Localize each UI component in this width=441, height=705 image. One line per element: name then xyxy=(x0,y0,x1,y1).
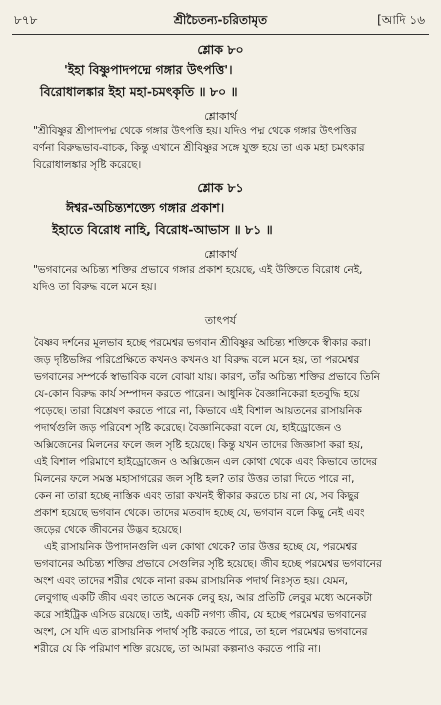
header-divider xyxy=(12,34,429,35)
verse-81-line-2: ইহাতে বিরোধ নাহি, বিরোধ-আভাস ॥ ৮১ ॥ xyxy=(52,222,273,237)
verse-81-translation-heading: শ্লোকার্থ xyxy=(204,248,237,261)
verse-81-translation-line: যদিও তা বিরুদ্ধ বলে মনে হয়। xyxy=(33,281,157,293)
purport-line: অংশ এবং তাদের শরীর থেকে নানা রকম রাসায়নিক পদার্থ নিঃসৃত হয়। যেমন, xyxy=(34,575,348,587)
purport-line: যে-কোন বিরুদ্ধ কার্য সম্পাদন করতে পারেন। আধুনিক বৈজ্ঞানিকেরা হতবুদ্ধি হয়ে xyxy=(34,388,360,400)
purport-heading: তাৎপর্য xyxy=(204,314,237,327)
purport-line: করে সাইট্রিক এসিড রয়েছে। তাই, একটি নগণ্য জীব, যে হচ্ছে পরমেশ্বর ভগবানের xyxy=(34,609,367,621)
verse-80-line-1: 'ইহা বিষ্ণুপাদপদ্মে গঙ্গার উৎপত্তি'। xyxy=(64,62,233,77)
purport-line: ভগবানের সম্পর্কে স্বাভাবিক বলে বোঝা যায়। কারণ, তাঁর অচিন্ত্য শক্তির প্রভাবে তিনি xyxy=(34,371,380,383)
purport-line: এই বিশাল পরিমাণে হাইড্রোজেন ও অক্সিজেন এল কোথা থেকে এবং কিভাবে তাদের xyxy=(34,456,378,468)
section-marker: [আদি ১৬ xyxy=(377,13,425,27)
purport-line: শরীরে যে কি পরিমাণ শক্তি রয়েছে, তা আমরা কল্পনাও করতে পারি না। xyxy=(34,643,321,655)
purport-line: জড়ের থেকে জীবনের উদ্ভব হয়েছে। xyxy=(34,524,182,536)
purport-line: এই রাসায়নিক উপাদানগুলি এল কোথা থেকে? তার উত্তর হচ্ছে যে, পরমেশ্বর xyxy=(44,541,358,553)
verse-80-translation-line: "শ্রীবিষ্ণুর শ্রীপাদপদ্ম থেকে গঙ্গার উৎপত্তি হয়। যদিও পদ্ম থেকে গঙ্গার উৎপত্তির xyxy=(33,125,357,137)
verse-80-translation-line: বিরোধালঙ্কার সৃষ্টি করেছে। xyxy=(33,159,142,171)
verse-80-translation-line: বর্ণনা বিরুদ্ধভাব-বাচক, কিন্তু এখানে শ্রীবিষ্ণুর সঙ্গে যুক্ত হয়ে তা এক মহা চমৎকার xyxy=(33,142,365,154)
running-title: শ্রীচৈতন্য-চরিতামৃত xyxy=(173,13,268,27)
purport-line: অংশ, সে যদি এত রাসায়নিক পদার্থ সৃষ্টি করতে পারে, তা হলে পরমেশ্বর ভগবানের xyxy=(34,626,368,638)
purport-line: বৈষ্ণব দর্শনের মূলভাব হচ্ছে পরমেশ্বর ভগবান শ্রীবিষ্ণুর অচিন্ত্য শক্তিকে স্বীকার করা। xyxy=(34,337,371,349)
verse-80-heading: শ্লোক ৮০ xyxy=(197,42,244,57)
verse-81-translation-line: "ভগবানের অচিন্ত্য শক্তির প্রভাবে গঙ্গার প্রকাশ হয়েছে, এই উক্তিতে বিরোধ নেই, xyxy=(33,264,363,276)
purport-line: জড় দৃষ্টিভঙ্গির পরিপ্রেক্ষিতে কখনও কখনও যা বিরুদ্ধ বলে মনে হয়, তা পরমেশ্বর xyxy=(34,354,360,366)
purport-line: কেন না তারা হচ্ছে নাস্তিক এবং তারা কখনই স্বীকার করতে চায় না যে, সব কিছুর xyxy=(34,490,360,502)
purport-line: অক্সিজেনের মিলনের ফলে জল সৃষ্টি হয়েছে। কিন্তু যখন তাদের জিজ্ঞাসা করা হয়, xyxy=(34,439,364,451)
purport-body xyxy=(34,335,432,658)
purport-line: পড়েছে। তারা বিশ্লেষণ করতে পারে না, কিভাবে এই বিশাল আয়তনের রাসায়নিক xyxy=(34,405,362,417)
verse-80-line-2: বিরোধালঙ্কার ইহা মহা-চমৎকৃতি ॥ ৮০ ॥ xyxy=(40,84,238,99)
verse-81-heading: শ্লোক ৮১ xyxy=(197,180,244,195)
purport-line: পদার্থগুলি জড় পরিবেশ সৃষ্টি করেছে। বৈজ্ঞানিকেরা বলে যে, হাইড্রোজেন ও xyxy=(34,422,342,434)
purport-line: ভগবানের অচিন্ত্য শক্তির প্রভাবে সেগুলির সৃষ্টি হয়েছে। জীব হচ্ছে পরমেশ্বর ভগবানের xyxy=(34,558,382,570)
verse-80-translation-heading: শ্লোকার্থ xyxy=(204,110,237,123)
purport-line: প্রকাশ হয়েছে ভগবান থেকে। তাদের মতবাদ হচ্ছে যে, ভগবান বলে কিছু নেই এবং xyxy=(34,507,365,519)
page-number: ৮৭৮ xyxy=(14,13,38,27)
verse-81-line-1: ঈশ্বর-অচিন্ত্যশক্ত্যে গঙ্গার প্রকাশ। xyxy=(66,200,225,215)
purport-line: মিলনের ফলে সমস্ত মহাসাগরের জল সৃষ্টি হল? তার উত্তর তারা দিতে পারে না, xyxy=(34,473,355,485)
purport-line: লেবুগাছ একটি জীব এবং তাতে অনেক লেবু হয়, আর প্রতিটি লেবুর মধ্যে অনেকটা xyxy=(34,592,373,604)
